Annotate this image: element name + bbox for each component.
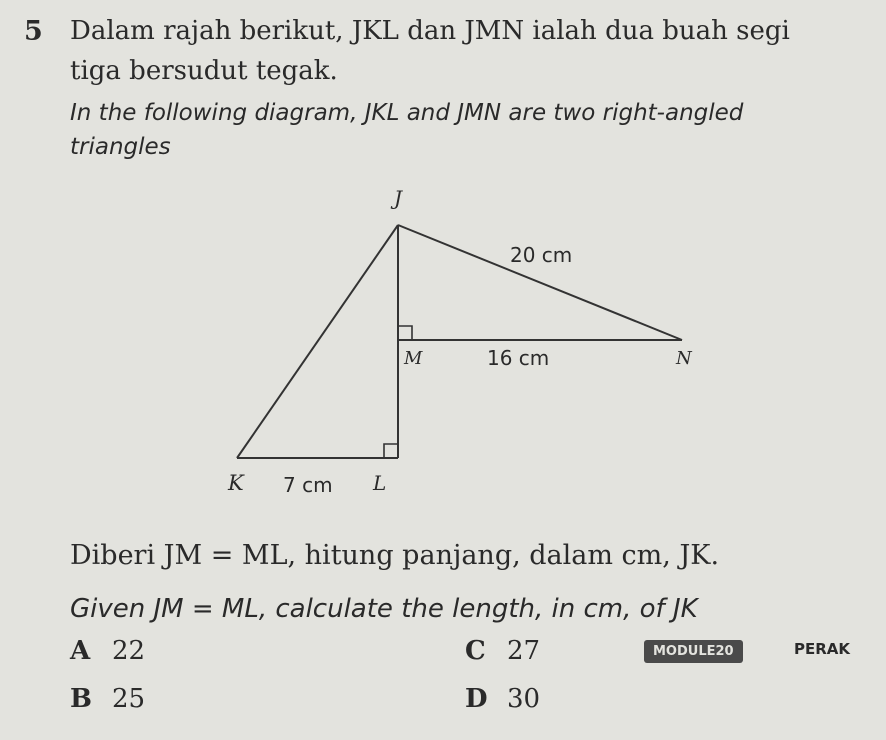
measure-MN: 16 cm <box>487 346 550 370</box>
option-value: 25 <box>112 684 146 714</box>
given-text-english: Given JM = ML, calculate the length, in cm, of JK <box>70 594 698 624</box>
option-D[interactable] <box>465 684 540 714</box>
measure-KL: 7 cm <box>283 473 333 497</box>
label-M: M <box>404 348 423 369</box>
option-letter: C <box>465 636 486 666</box>
option-value: 30 <box>507 684 541 714</box>
option-letter: A <box>70 636 91 666</box>
label-L: L <box>373 471 387 495</box>
label-J: J <box>394 186 403 210</box>
triangle-lines <box>237 225 682 458</box>
right-angle-marker-L <box>384 444 398 458</box>
option-C[interactable] <box>465 636 540 666</box>
source-badge: MODULE20 <box>644 640 743 663</box>
right-angle-marker-M <box>398 326 412 340</box>
given-text-malay: Diberi JM = ML, hitung panjang, dalam cm, JK. <box>70 540 720 571</box>
option-value: 27 <box>507 636 541 666</box>
option-letter: D <box>465 684 488 714</box>
question-text-english-line1: In the following diagram, JKL and JMN are two right-angled <box>70 100 744 126</box>
question-text-english-line2: triangles <box>70 134 171 160</box>
measure-JN: 20 cm <box>510 243 573 267</box>
question-number: 5 <box>24 16 43 47</box>
label-N: N <box>676 348 692 369</box>
label-K: K <box>228 471 244 495</box>
question-text-malay-line1: Dalam rajah berikut, JKL dan JMN ialah dua buah segi <box>70 16 790 46</box>
option-value: 22 <box>112 636 146 666</box>
question-text-malay-line2: tiga bersudut tegak. <box>70 56 338 86</box>
option-B[interactable] <box>70 684 145 714</box>
option-A[interactable] <box>70 636 145 666</box>
line-JK <box>237 225 398 458</box>
source-state: PERAK <box>794 640 851 658</box>
option-letter: B <box>70 684 92 714</box>
